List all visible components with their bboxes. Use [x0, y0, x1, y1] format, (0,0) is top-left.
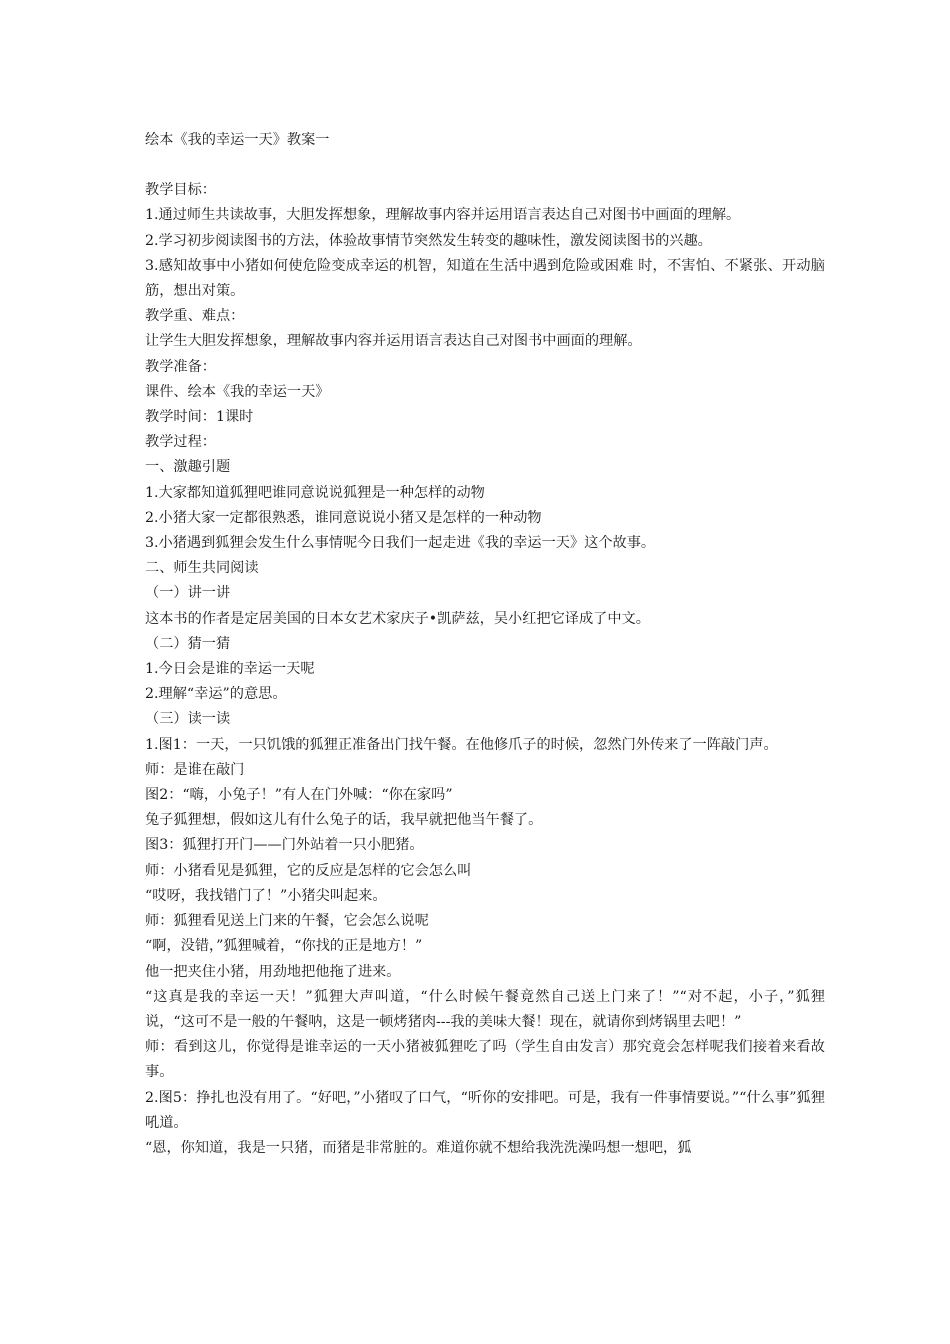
- paragraph: 这本书的作者是定居美国的日本女艺术家庆子•凯萨兹，吴小红把它译成了中文。: [145, 610, 650, 627]
- paragraph: “啊，没错，”狐狸喊着，“你找的正是地方！”: [145, 938, 423, 955]
- paragraph: 教学重、难点：: [145, 308, 245, 325]
- paragraph: 3.感知故事中小猪如何使危险变成幸运的机智，知道在生活中遇到危险或困难 时，不害怕、不紧张、开动脑筋，想出对策。: [145, 257, 825, 300]
- paragraph: 教学时间：1课时: [145, 409, 254, 426]
- paragraph: （三）读一读: [145, 711, 231, 728]
- document-body: [145, 178, 825, 1161]
- paragraph: “哎呀，我找错门了！”小猪尖叫起来。: [145, 887, 387, 904]
- paragraph: 2.理解“幸运”的意思。: [145, 686, 287, 703]
- paragraph: 图2：“嗨，小兔子！”有人在门外喊：“你在家吗”: [145, 787, 453, 804]
- paragraph: 2.小猪大家一定都很熟悉，谁同意说说小猪又是怎样的一种动物: [145, 509, 542, 526]
- paragraph: 师：是谁在敲门: [145, 761, 245, 778]
- paragraph: 2.学习初步阅读图书的方法，体验故事情节突然发生转变的趣味性，激发阅读图书的兴趣。: [145, 232, 712, 249]
- paragraph: 师：看到这儿，你觉得是谁幸运的一天小猪被狐狸吃了吗（学生自由发言）那究竟会怎样呢我们接着来看故事。: [145, 1039, 825, 1081]
- paragraph: 1.今日会是谁的幸运一天呢: [145, 661, 315, 678]
- paragraph: 兔子狐狸想，假如这儿有什么兔子的话，我早就把他当午餐了。: [145, 812, 543, 829]
- paragraph: 2.图5：挣扎也没有用了。“好吧，”小猪叹了口气，“听你的安排吧。可是，我有一件事情要说。”“什么事”狐狸吼道。: [145, 1089, 825, 1131]
- paragraph: 图3：狐狸打开门——门外站着一只小肥猪。: [145, 837, 424, 854]
- paragraph: 教学过程：: [145, 434, 216, 451]
- paragraph: “这真是我的幸运一天！”狐狸大声叫道，“什么时候午餐竟然自己送上门来了！”“对不起，小子，”狐狸说，“这可不是一般的午餐呐，这是一顿烤猪肉---我的美味大餐！现在，就请你到烤锅里去吧！”: [145, 988, 825, 1030]
- paragraph: 二、师生共同阅读: [145, 560, 259, 577]
- paragraph: 师：小猪看见是狐狸，它的反应是怎样的它会怎么叫: [145, 862, 472, 879]
- document-title: 绘本《我的幸运一天》教案一: [145, 132, 330, 148]
- paragraph: 让学生大胆发挥想象，理解故事内容并运用语言表达自己对图书中画面的理解。: [145, 333, 642, 350]
- paragraph: 他一把夹住小猪，用劲地把他拖了进来。: [145, 963, 401, 980]
- document-page: [145, 128, 825, 1161]
- paragraph: 教学目标：: [145, 182, 216, 199]
- paragraph: 3.小猪遇到狐狸会发生什么事情呢今日我们一起走进《我的幸运一天》这个故事。: [145, 535, 656, 552]
- paragraph: 一、激趣引题: [145, 459, 231, 476]
- paragraph: （一）讲一讲: [145, 585, 231, 602]
- paragraph: “恩，你知道，我是一只猪，而猪是非常脏的。难道你就不想给我洗洗澡吗想一想吧，狐: [145, 1139, 692, 1156]
- paragraph: 教学准备：: [145, 358, 216, 375]
- paragraph: 1.大家都知道狐狸吧谁同意说说狐狸是一种怎样的动物: [145, 484, 485, 501]
- paragraph: 师：狐狸看见送上门来的午餐，它会怎么说呢: [145, 913, 429, 930]
- paragraph: 1.通过师生共读故事，大胆发挥想象，理解故事内容并运用语言表达自己对图书中画面的理解。: [145, 207, 741, 224]
- paragraph: 课件、绘本《我的幸运一天》: [145, 383, 330, 400]
- paragraph: （二）猜一猜: [145, 635, 231, 652]
- paragraph: 1.图1：一天，一只饥饿的狐狸正准备出门找午餐。在他修爪子的时候，忽然门外传来了一阵敲门声。: [145, 736, 778, 753]
